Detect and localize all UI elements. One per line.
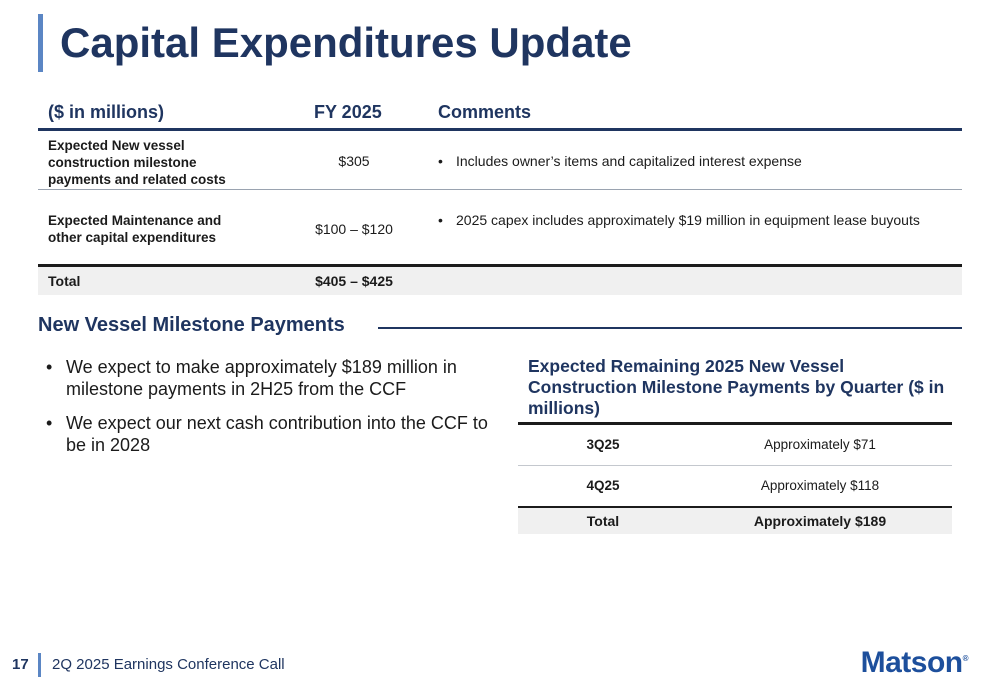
table-row: [38, 131, 962, 190]
quarter-total-value: Approximately $189: [753, 513, 887, 529]
registered-mark: ®: [962, 654, 968, 663]
list-item: • We expect our next cash contribution into the CCF to be in 2028: [44, 412, 494, 456]
total-value: $405 – $425: [315, 273, 393, 289]
quarter-label: 4Q25: [586, 478, 620, 493]
quarter-total-label: Total: [586, 513, 620, 529]
row-value: $305: [338, 153, 370, 169]
row-comment: • 2025 capex includes approximately $19 million in equipment lease buyouts: [438, 212, 922, 229]
page-number: 17: [12, 656, 29, 673]
row-comment: • Includes owner’s items and capitalized interest expense: [438, 153, 922, 170]
footer: [0, 646, 1000, 680]
bullet-list: [44, 356, 494, 468]
section-title: New Vessel Milestone Payments: [38, 314, 357, 337]
title-accent-bar: [38, 14, 43, 72]
page-title: Capital Expenditures Update: [60, 19, 632, 66]
row-label: Expected New vessel construction milestone payments and related costs: [48, 138, 226, 187]
capex-table-header: [38, 100, 962, 131]
header-fy2025: FY 2025: [314, 102, 382, 122]
quarter-table: [518, 422, 952, 534]
table-row: [518, 466, 952, 506]
table-total-row: [38, 264, 962, 295]
list-item: • We expect to make approximately $189 million in milestone payments in 2H25 from the CCF: [44, 356, 494, 400]
row-label: Expected Maintenance and other capital expenditures: [48, 213, 222, 245]
quarter-table-title: Expected Remaining 2025 New Vessel Construction Milestone Payments by Quarter ($ in millions): [528, 356, 945, 418]
section-divider: [378, 327, 962, 329]
total-label: Total: [48, 273, 81, 289]
quarter-value: Approximately $71: [764, 437, 876, 452]
footer-divider: [38, 653, 41, 677]
quarter-label: 3Q25: [586, 437, 620, 452]
section-header: [38, 314, 962, 342]
header-comments: Comments: [438, 102, 532, 122]
quarter-total-row: [518, 506, 952, 534]
matson-logo: [861, 646, 968, 680]
footer-subtitle: 2Q 2025 Earnings Conference Call: [52, 656, 285, 673]
header-units: ($ in millions): [48, 102, 165, 122]
quarter-value: Approximately $118: [760, 478, 880, 493]
logo-text: Matson: [860, 646, 963, 679]
table-row: [518, 425, 952, 466]
table-row: [38, 190, 962, 264]
row-value: $100 – $120: [315, 221, 393, 237]
capex-table: [38, 100, 962, 295]
